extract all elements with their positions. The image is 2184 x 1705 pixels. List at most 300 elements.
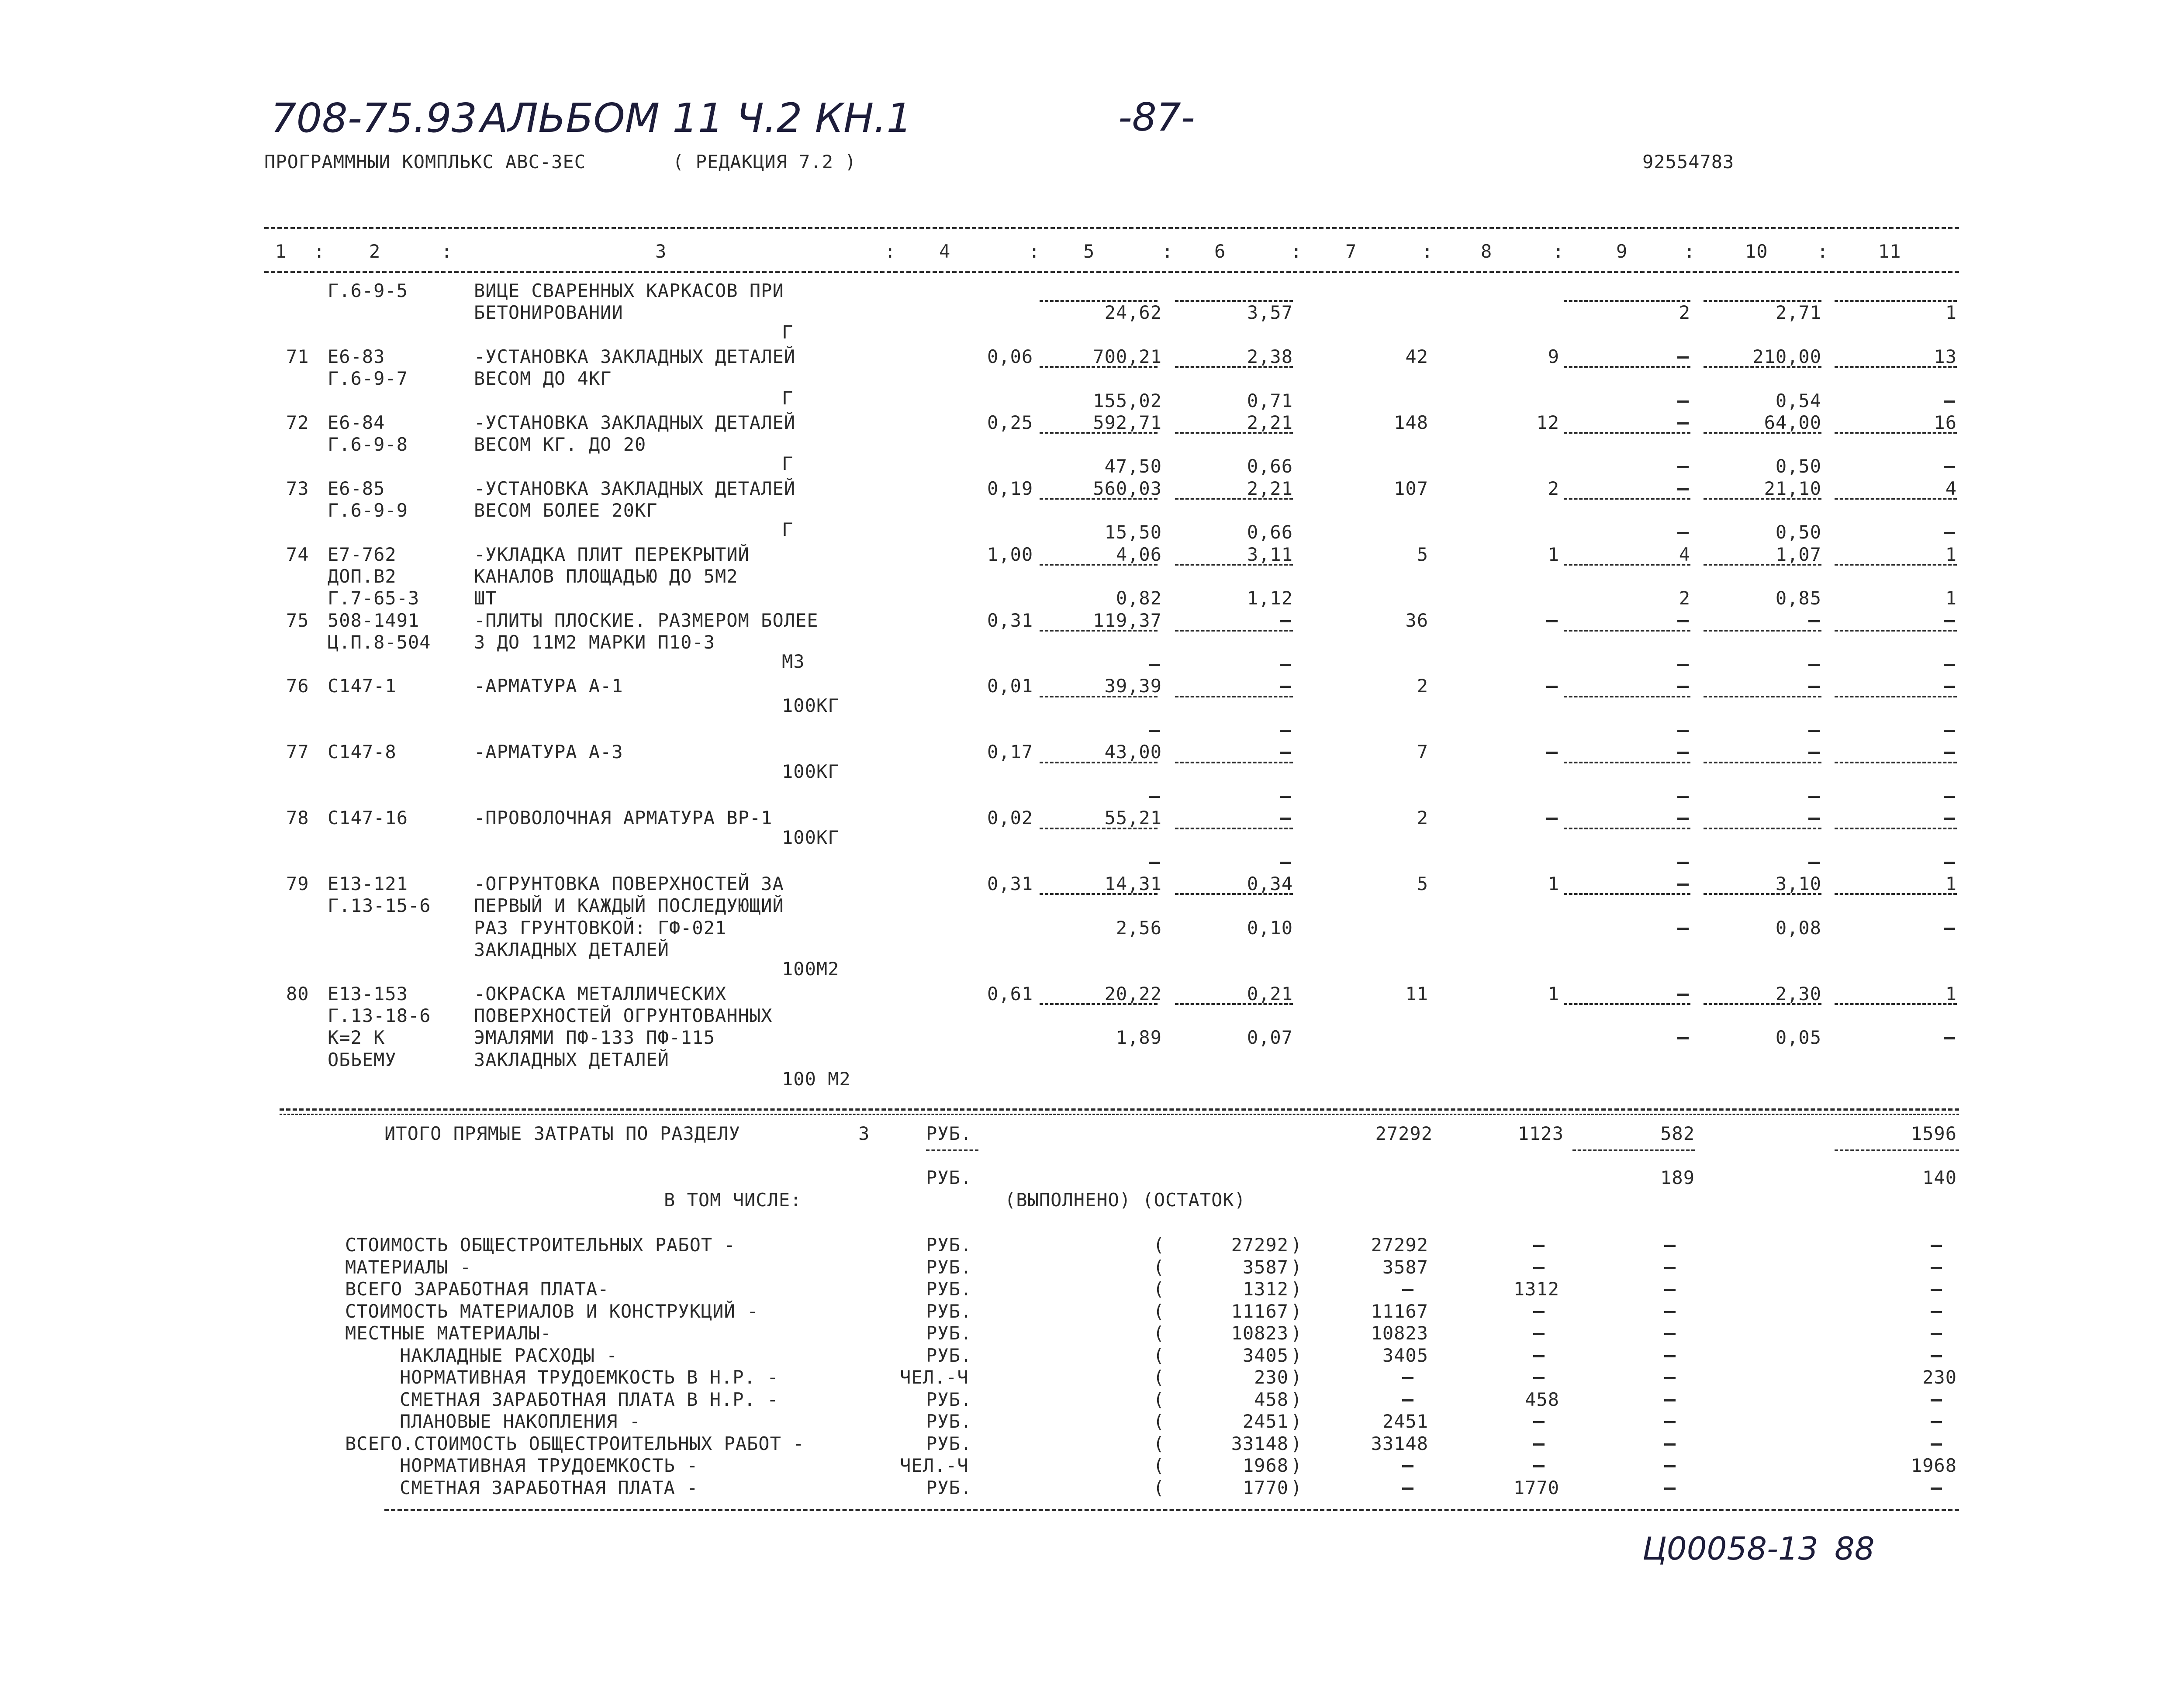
breakdown-done: 3405 <box>1242 1344 1289 1366</box>
code: Г.7-65-3 <box>328 587 420 609</box>
unit-price: 24,62 <box>1104 302 1162 324</box>
col11-dash <box>1944 796 1955 798</box>
total-wage: 1 <box>1548 983 1559 1004</box>
unit-wage: 2,21 <box>1247 477 1293 499</box>
page-number: -87- <box>1118 95 1195 140</box>
total-cost: 5 <box>1417 543 1428 565</box>
breakdown-c7: 10823 <box>1371 1322 1428 1344</box>
breakdown-unit: РУБ. <box>926 1344 972 1366</box>
breakdown-done: 230 <box>1254 1367 1289 1388</box>
breakdown-paren-close: ) <box>1291 1278 1303 1300</box>
group-rule <box>1835 893 1957 895</box>
breakdown-c8-dash <box>1533 1377 1545 1379</box>
code: Г.6-9-7 <box>328 368 408 390</box>
group-rule <box>1564 630 1690 632</box>
totals-col8: 1123 <box>1517 1123 1564 1144</box>
breakdown-c8-dash <box>1533 1465 1545 1467</box>
breakdown-c11-dash <box>1931 1311 1942 1313</box>
total-cost: 7 <box>1417 741 1428 763</box>
group-rule <box>1704 828 1821 829</box>
group-rule <box>1704 564 1821 566</box>
breakdown-label: НАКЛАДНЫЕ РАСХОДЫ - <box>400 1344 618 1366</box>
column-separator: : <box>1684 241 1696 262</box>
col11-dash <box>1944 620 1955 622</box>
breakdown-done: 10823 <box>1231 1322 1289 1344</box>
breakdown-unit: РУБ. <box>926 1322 972 1344</box>
machines-dash <box>1677 620 1689 622</box>
unit-wage: 0,66 <box>1247 521 1293 543</box>
unit-price-dash <box>1149 796 1160 798</box>
breakdown-label: НОРМАТИВНАЯ ТРУДОЕМКОСТЬ В Н.Р. - <box>400 1367 779 1388</box>
description: ПЕРВЫЙ И КАЖДЫЙ ПОСЛЕДУЮЩИЙ <box>474 895 784 917</box>
column-header-5: 5 <box>1083 241 1095 262</box>
labor-hours-dash <box>1808 686 1820 688</box>
col11-dash <box>1944 532 1955 534</box>
column-separator: : <box>885 241 896 262</box>
quantity: 0,02 <box>987 807 1033 829</box>
description: ШТ <box>474 587 497 609</box>
unit-wage-dash <box>1280 796 1291 798</box>
breakdown-unit: РУБ. <box>926 1388 972 1410</box>
col11-dash <box>1944 466 1955 468</box>
column-header-10: 10 <box>1745 241 1768 262</box>
total-cost: 5 <box>1417 873 1428 895</box>
group-rule <box>1175 366 1293 368</box>
unit-wage-dash <box>1280 862 1291 864</box>
col11: 1 <box>1945 983 1957 1004</box>
breakdown-c7: 3405 <box>1382 1344 1428 1366</box>
breakdown-label: МЕСТНЫЕ МАТЕРИАЛЫ- <box>345 1322 552 1344</box>
total-wage-dash <box>1546 620 1558 622</box>
breakdown-c9-dash <box>1664 1267 1676 1269</box>
group-rule <box>1040 564 1158 566</box>
column-header-2: 2 <box>369 241 381 262</box>
unit-label: 100КГ <box>782 694 840 716</box>
group-rule <box>1040 828 1158 829</box>
breakdown-paren-close: ) <box>1291 1300 1303 1322</box>
description: КАНАЛОВ ПЛОЩАДЬЮ ДО 5М2 <box>474 565 738 587</box>
code: Е6-84 <box>328 411 385 433</box>
breakdown-c11: 1968 <box>1911 1455 1957 1476</box>
group-rule <box>1175 762 1293 763</box>
breakdown-unit: РУБ. <box>926 1256 972 1278</box>
group-rule <box>1175 432 1293 434</box>
code: Е7-762 <box>328 543 397 565</box>
group-rule <box>1564 300 1690 302</box>
description: -УСТАНОВКА ЗАКЛАДНЫХ ДЕТАЛЕЙ <box>474 477 796 499</box>
breakdown-c11-dash <box>1931 1488 1942 1490</box>
unit-wage-dash <box>1280 620 1291 622</box>
quantity: 0,25 <box>987 411 1033 433</box>
unit-label: Г <box>782 453 794 475</box>
group-rule <box>1564 828 1690 829</box>
breakdown-c11-dash <box>1931 1267 1942 1269</box>
unit-wage-dash <box>1280 686 1291 688</box>
breakdown-c8: 1312 <box>1513 1278 1559 1300</box>
breakdown-paren-close: ) <box>1291 1411 1303 1432</box>
code: С147-8 <box>328 741 397 763</box>
total-wage: 1 <box>1548 543 1559 565</box>
breakdown-c8-dash <box>1533 1311 1545 1313</box>
breakdown-paren-open: ( <box>1153 1411 1165 1432</box>
breakdown-paren-open: ( <box>1153 1234 1165 1256</box>
labor-hours: 64,00 <box>1764 411 1821 433</box>
header-rule-bottom <box>264 271 1959 273</box>
group-rule <box>1564 1003 1690 1005</box>
unit-price: 20,22 <box>1104 983 1162 1004</box>
totals-rule-bottom <box>280 1114 1959 1115</box>
group-rule <box>1835 630 1957 632</box>
labor-hours-dash <box>1808 620 1820 622</box>
including-label: В ТОМ ЧИСЛЕ: <box>664 1189 802 1211</box>
column-separator: : <box>1291 241 1303 262</box>
group-rule <box>1835 762 1957 763</box>
breakdown-c8-dash <box>1533 1245 1545 1247</box>
description: ПОВЕРХНОСТЕЙ ОГРУНТОВАННЫХ <box>474 1004 773 1026</box>
breakdown-paren-close: ) <box>1291 1344 1303 1366</box>
breakdown-c9-dash <box>1664 1245 1676 1247</box>
labor-hours: 3,10 <box>1775 873 1821 895</box>
column-separator: : <box>1029 241 1040 262</box>
group-rule <box>1835 432 1957 434</box>
total-cost: 2 <box>1417 675 1428 697</box>
group-rule <box>1835 564 1957 566</box>
unit-wage: 0,21 <box>1247 983 1293 1004</box>
breakdown-done: 11167 <box>1231 1300 1289 1322</box>
breakdown-done: 1770 <box>1242 1477 1289 1498</box>
column-header-4: 4 <box>939 241 951 262</box>
unit-price: 0,82 <box>1116 587 1162 609</box>
breakdown-c11-dash <box>1931 1245 1942 1247</box>
unit-price: 119,37 <box>1093 609 1162 631</box>
total-wage: 12 <box>1536 411 1559 433</box>
col11-dash <box>1944 686 1955 688</box>
group-rule <box>1175 300 1293 302</box>
breakdown-done: 33148 <box>1231 1432 1289 1454</box>
total-wage-dash <box>1546 752 1558 754</box>
breakdown-unit: РУБ. <box>926 1234 972 1256</box>
total-wage-dash <box>1546 686 1558 688</box>
breakdown-paren-close: ) <box>1291 1432 1303 1454</box>
machines: 4 <box>1679 543 1690 565</box>
breakdown-c7-dash <box>1402 1399 1413 1401</box>
total-cost: 2 <box>1417 807 1428 829</box>
unit-price: 700,21 <box>1093 345 1162 367</box>
item-number: 79 <box>286 873 309 895</box>
breakdown-c11-dash <box>1931 1355 1942 1357</box>
group-rule <box>1040 300 1158 302</box>
col11-dash <box>1944 730 1955 732</box>
breakdown-c7-dash <box>1402 1465 1413 1467</box>
unit-wage-dash <box>1280 730 1291 732</box>
breakdown-c11-dash <box>1931 1443 1942 1446</box>
group-rule <box>1564 366 1690 368</box>
breakdown-done: 1312 <box>1242 1278 1289 1300</box>
total-wage: 2 <box>1548 477 1559 499</box>
breakdown-unit: ЧЕЛ.-Ч <box>900 1455 969 1476</box>
unit-wage: 2,38 <box>1247 345 1293 367</box>
code: 508-1491 <box>328 609 420 631</box>
unit-price: 55,21 <box>1104 807 1162 829</box>
code: Г.6-9-8 <box>328 434 408 456</box>
labor-hours: 0,54 <box>1775 390 1821 411</box>
totals-col9b: 189 <box>1660 1167 1695 1188</box>
code: С147-1 <box>328 675 397 697</box>
column-header-6: 6 <box>1214 241 1226 262</box>
labor-hours-dash <box>1808 752 1820 754</box>
breakdown-c8-dash <box>1533 1421 1545 1423</box>
labor-hours: 21,10 <box>1764 477 1821 499</box>
item-number: 75 <box>286 609 309 631</box>
group-rule <box>1040 893 1158 895</box>
code: Г.6-9-5 <box>328 280 408 301</box>
totals-col11b: 140 <box>1922 1167 1957 1188</box>
machines-dash <box>1677 884 1689 886</box>
quantity: 0,19 <box>987 477 1033 499</box>
unit-price: 1,89 <box>1116 1027 1162 1049</box>
labor-hours: 0,50 <box>1775 521 1821 543</box>
col11-dash <box>1944 400 1955 403</box>
breakdown-c9-dash <box>1664 1377 1676 1379</box>
code: К=2 К <box>328 1027 385 1049</box>
unit-price: 592,71 <box>1093 411 1162 433</box>
breakdown-unit: ЧЕЛ.-Ч <box>900 1367 969 1388</box>
code: Г.13-15-6 <box>328 895 431 917</box>
machines-dash <box>1677 1037 1689 1039</box>
breakdown-c9-dash <box>1664 1311 1676 1313</box>
unit-wage: 0,66 <box>1247 456 1293 477</box>
col11-dash <box>1944 818 1955 820</box>
group-rule <box>1040 432 1158 434</box>
program-name: ПРОГРАММНЫИ КОМПЛЬКС АВС-3ЕС <box>264 151 586 173</box>
handwritten-code: Ц00058-13 <box>1642 1530 1818 1567</box>
breakdown-c8-dash <box>1533 1333 1545 1335</box>
col11: 1 <box>1945 543 1957 565</box>
breakdown-paren-open: ( <box>1153 1300 1165 1322</box>
group-rule <box>1835 498 1957 500</box>
breakdown-c11-dash <box>1931 1333 1942 1335</box>
breakdown-paren-close: ) <box>1291 1477 1303 1498</box>
unit-price: 47,50 <box>1104 456 1162 477</box>
group-rule <box>1835 828 1957 829</box>
item-number: 74 <box>286 543 309 565</box>
code: Г.13-18-6 <box>328 1004 431 1026</box>
breakdown-done: 1968 <box>1242 1455 1289 1476</box>
labor-hours-dash <box>1808 862 1820 864</box>
unit-wage: 0,07 <box>1247 1027 1293 1049</box>
column-header-9: 9 <box>1616 241 1628 262</box>
group-rule <box>1835 696 1957 697</box>
breakdown-paren-open: ( <box>1153 1344 1165 1366</box>
item-number: 73 <box>286 477 309 499</box>
totals-seg-col9 <box>1572 1149 1695 1151</box>
totals-seg-unit <box>926 1149 978 1151</box>
breakdown-label: СМЕТНАЯ ЗАРАБОТНАЯ ПЛАТА В Н.Р. - <box>400 1388 779 1410</box>
total-cost: 148 <box>1394 411 1428 433</box>
quantity: 0,31 <box>987 873 1033 895</box>
breakdown-unit: РУБ. <box>926 1432 972 1454</box>
labor-hours-dash <box>1808 730 1820 732</box>
group-rule <box>1175 498 1293 500</box>
col11: 1 <box>1945 302 1957 324</box>
group-rule <box>1704 366 1821 368</box>
breakdown-c8: 458 <box>1525 1388 1559 1410</box>
totals-col11: 1596 <box>1911 1123 1957 1144</box>
group-rule <box>1564 498 1690 500</box>
machines-dash <box>1677 686 1689 688</box>
total-wage: 9 <box>1548 345 1559 367</box>
breakdown-c8-dash <box>1533 1355 1545 1357</box>
col11: 16 <box>1934 411 1957 433</box>
totals-rule-top <box>280 1108 1959 1111</box>
labor-hours: 1,07 <box>1775 543 1821 565</box>
unit-wage: 0,71 <box>1247 390 1293 411</box>
unit-price: 14,31 <box>1104 873 1162 895</box>
totals-col9: 582 <box>1660 1123 1695 1144</box>
quantity: 0,06 <box>987 345 1033 367</box>
group-rule <box>1564 564 1690 566</box>
unit-price: 43,00 <box>1104 741 1162 763</box>
description: -АРМАТУРА А-1 <box>474 675 623 697</box>
breakdown-label: СТОИМОСТЬ МАТЕРИАЛОВ И КОНСТРУКЦИЙ - <box>345 1300 759 1322</box>
item-number: 77 <box>286 741 309 763</box>
unit-wage: 1,12 <box>1247 587 1293 609</box>
unit-price-dash <box>1149 862 1160 864</box>
group-rule <box>1040 1003 1158 1005</box>
machines-dash <box>1677 400 1689 403</box>
machines-dash <box>1677 928 1689 930</box>
column-separator: : <box>314 241 325 262</box>
header-rule-top <box>264 227 1959 229</box>
group-rule <box>1704 432 1821 434</box>
breakdown-c9-dash <box>1664 1355 1676 1357</box>
unit-label: Г <box>782 519 794 541</box>
totals-unit: РУБ. <box>926 1123 972 1144</box>
group-rule <box>1835 1003 1957 1005</box>
breakdown-done: 2451 <box>1242 1411 1289 1432</box>
breakdown-label: СТОИМОСТЬ ОБЩЕСТРОИТЕЛЬНЫХ РАБОТ - <box>345 1234 736 1256</box>
group-rule <box>1040 498 1158 500</box>
column-header-1: 1 <box>275 241 287 262</box>
breakdown-c9-dash <box>1664 1465 1676 1467</box>
unit-wage: 3,57 <box>1247 302 1293 324</box>
handwritten-page: 88 <box>1835 1530 1875 1567</box>
totals-col7: 27292 <box>1375 1123 1433 1144</box>
breakdown-paren-close: ) <box>1291 1256 1303 1278</box>
breakdown-done: 458 <box>1254 1388 1289 1410</box>
unit-price: 155,02 <box>1093 390 1162 411</box>
machines-dash <box>1677 862 1689 864</box>
unit-wage: 2,21 <box>1247 411 1293 433</box>
group-rule <box>1175 1003 1293 1005</box>
quantity: 0,17 <box>987 741 1033 763</box>
labor-hours-dash <box>1808 664 1820 666</box>
unit-label: М3 <box>782 651 805 673</box>
description: 3 ДО 11М2 МАРКИ П10-3 <box>474 631 715 653</box>
breakdown-c9-dash <box>1664 1443 1676 1446</box>
unit-price-dash <box>1149 730 1160 732</box>
breakdown-c7-dash <box>1402 1289 1413 1291</box>
unit-wage: 0,10 <box>1247 917 1293 939</box>
breakdown-done: 27292 <box>1231 1234 1289 1256</box>
labor-hours: 0,08 <box>1775 917 1821 939</box>
breakdown-paren-open: ( <box>1153 1256 1165 1278</box>
group-rule <box>1040 630 1158 632</box>
total-cost: 11 <box>1405 983 1428 1004</box>
breakdown-paren-open: ( <box>1153 1278 1165 1300</box>
unit-price: 15,50 <box>1104 521 1162 543</box>
breakdown-paren-open: ( <box>1153 1477 1165 1498</box>
description: -ПЛИТЫ ПЛОСКИЕ. РАЗМЕРОМ БОЛЕЕ <box>474 609 819 631</box>
album-label: АЛЬБОМ 11 Ч.2 КН.1 <box>480 95 912 142</box>
breakdown-paren-open: ( <box>1153 1367 1165 1388</box>
breakdown-c7: 33148 <box>1371 1432 1428 1454</box>
labor-hours-dash <box>1808 796 1820 798</box>
machines-dash <box>1677 422 1689 425</box>
group-rule <box>1175 893 1293 895</box>
description: -ПРОВОЛОЧНАЯ АРМАТУРА ВР-1 <box>474 807 773 829</box>
col11: 1 <box>1945 587 1957 609</box>
group-rule <box>1040 762 1158 763</box>
breakdown-c8-dash <box>1533 1267 1545 1269</box>
column-separator: : <box>1817 241 1829 262</box>
breakdown-c9-dash <box>1664 1333 1676 1335</box>
totals-label: ИТОГО ПРЯМЫЕ ЗАТРАТЫ ПО РАЗДЕЛУ <box>384 1123 740 1144</box>
breakdown-paren-close: ) <box>1291 1388 1303 1410</box>
col11-dash <box>1944 664 1955 666</box>
group-rule <box>1564 432 1690 434</box>
column-header-8: 8 <box>1481 241 1493 262</box>
machines-dash <box>1677 818 1689 820</box>
breakdown-label: ВСЕГО.СТОИМОСТЬ ОБЩЕСТРОИТЕЛЬНЫХ РАБОТ - <box>345 1432 805 1454</box>
breakdown-unit: РУБ. <box>926 1300 972 1322</box>
breakdown-label: СМЕТНАЯ ЗАРАБОТНАЯ ПЛАТА - <box>400 1477 698 1498</box>
code: Е13-153 <box>328 983 408 1004</box>
code: Е6-83 <box>328 345 385 367</box>
unit-price: 4,06 <box>1116 543 1162 565</box>
unit-price: 39,39 <box>1104 675 1162 697</box>
breakdown-paren-open: ( <box>1153 1432 1165 1454</box>
group-rule <box>1040 696 1158 697</box>
breakdown-label: ВСЕГО ЗАРАБОТНАЯ ПЛАТА- <box>345 1278 609 1300</box>
breakdown-paren-open: ( <box>1153 1322 1165 1344</box>
breakdown-c9-dash <box>1664 1289 1676 1291</box>
description: -УСТАНОВКА ЗАКЛАДНЫХ ДЕТАЛЕЙ <box>474 411 796 433</box>
total-wage-dash <box>1546 818 1558 820</box>
breakdown-unit: РУБ. <box>926 1411 972 1432</box>
done-remainder-label: (ВЫПОЛНЕНО) (ОСТАТОК) <box>1005 1189 1246 1211</box>
breakdown-done: 3587 <box>1242 1256 1289 1278</box>
code: С147-16 <box>328 807 408 829</box>
machines-dash <box>1677 466 1689 468</box>
totals-unit2: РУБ. <box>926 1167 972 1188</box>
breakdown-c7: 11167 <box>1371 1300 1428 1322</box>
breakdown-c7: 3587 <box>1382 1256 1428 1278</box>
description: -ОКРАСКА МЕТАЛЛИЧЕСКИХ <box>474 983 727 1004</box>
breakdown-paren-open: ( <box>1153 1388 1165 1410</box>
unit-label: Г <box>782 321 794 343</box>
breakdown-c9-dash <box>1664 1421 1676 1423</box>
column-separator: : <box>441 241 453 262</box>
breakdown-paren-open: ( <box>1153 1455 1165 1476</box>
unit-wage-dash <box>1280 818 1291 820</box>
code: Г.6-9-9 <box>328 500 408 521</box>
breakdown-c8: 1770 <box>1513 1477 1559 1498</box>
totals-section: 3 <box>858 1123 870 1144</box>
column-header-3: 3 <box>655 241 667 262</box>
unit-price-dash <box>1149 664 1160 666</box>
group-rule <box>1704 300 1821 302</box>
